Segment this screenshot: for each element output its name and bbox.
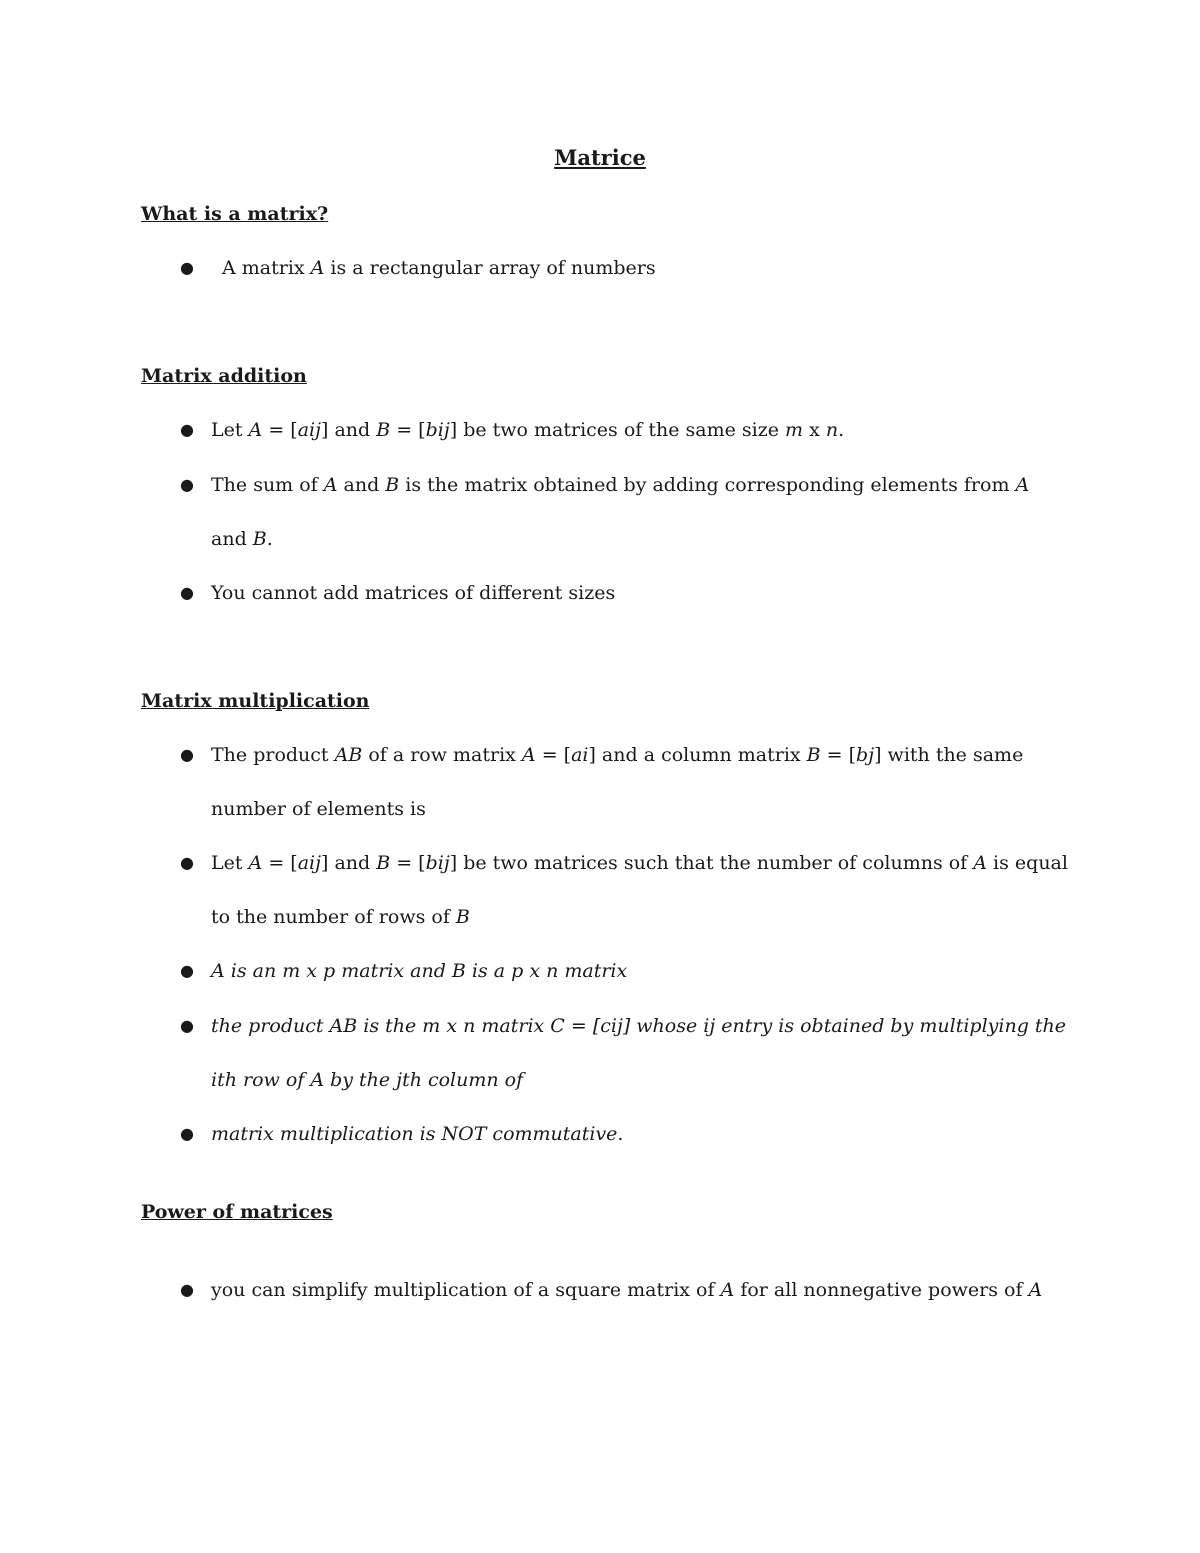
list-item: ● matrix multiplication is NOT commutative. bbox=[211, 1107, 1071, 1161]
bullet-icon: ● bbox=[180, 420, 194, 439]
list-item: ● Let A = [aij] and B = [bij] be two matrices of the same size m x n. bbox=[211, 403, 1071, 457]
bullet-icon: ● bbox=[180, 961, 194, 980]
list-item: ● you can simplify multiplication of a square matrix of A for all nonnegative powers of A bbox=[211, 1263, 1071, 1317]
list-item: ● the product AB is the m x n matrix C = [cij] whose ij entry is obtained by multiplying the ith row of A by the jth column of bbox=[211, 999, 1071, 1107]
list-item: ● Let A = [aij] and B = [bij] be two matrices such that the number of columns of A is equal to the number of rows of B bbox=[211, 836, 1071, 944]
bullet-icon: ● bbox=[180, 1016, 194, 1035]
section-heading-matrix-addition: Matrix addition bbox=[141, 365, 307, 387]
bullet-icon: ● bbox=[180, 853, 194, 872]
bullet-icon: ● bbox=[180, 258, 194, 277]
list-item: ● The product AB of a row matrix A = [ai] and a column matrix B = [bj] with the same number of elements is bbox=[211, 728, 1071, 836]
page-title: Matrice bbox=[554, 145, 646, 170]
bullet-icon: ● bbox=[180, 1280, 194, 1299]
section-heading-what-is-matrix: What is a matrix? bbox=[141, 203, 329, 225]
list-item: ● A is an m x p matrix and B is a p x n matrix bbox=[211, 944, 1071, 998]
bullet-icon: ● bbox=[180, 1124, 194, 1143]
list-item: ● You cannot add matrices of different sizes bbox=[211, 566, 1071, 620]
section-heading-matrix-multiplication: Matrix multiplication bbox=[141, 690, 370, 712]
bullet-icon: ● bbox=[180, 745, 194, 764]
list-item: ● A matrix A is a rectangular array of numbers bbox=[222, 241, 1082, 295]
bullet-icon: ● bbox=[180, 475, 194, 494]
section-heading-power-of-matrices: Power of matrices bbox=[141, 1201, 333, 1223]
bullet-icon: ● bbox=[180, 583, 194, 602]
list-item: ● The sum of A and B is the matrix obtained by adding corresponding elements from A and B. bbox=[211, 458, 1071, 566]
